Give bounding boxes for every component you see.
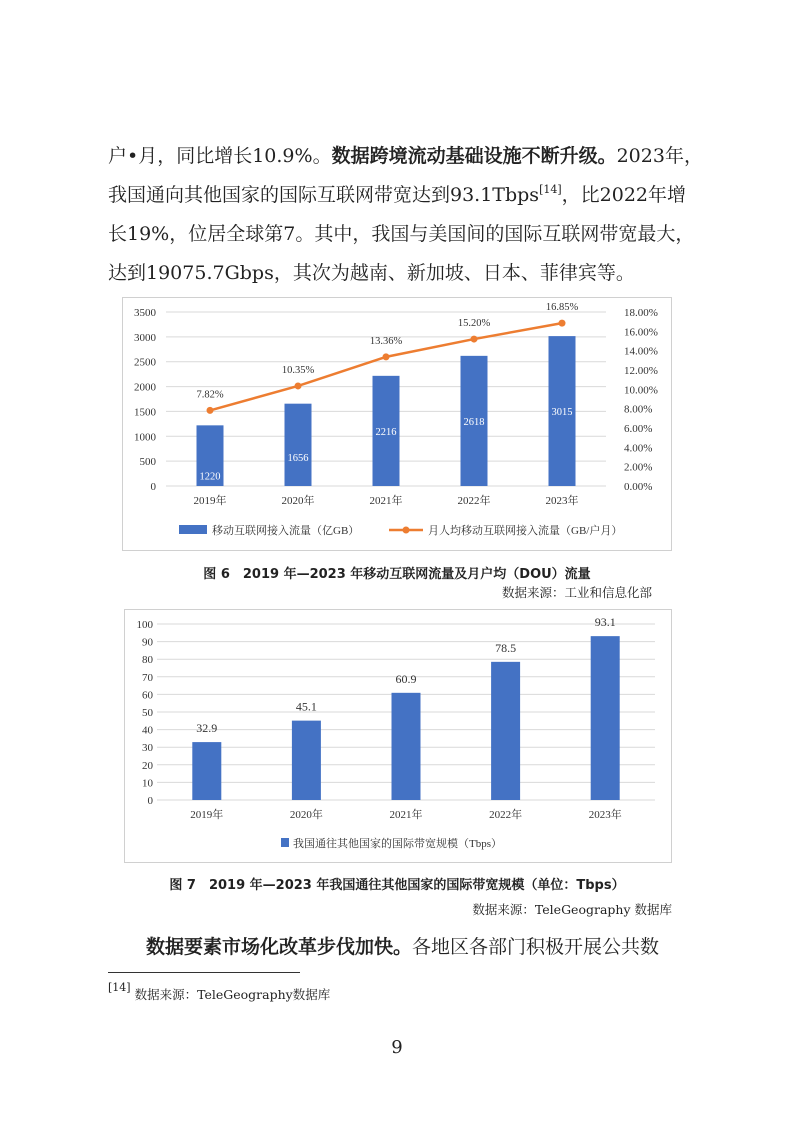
x-tick-label: 2022年 (489, 809, 523, 821)
bar-value-label: 60.9 (395, 671, 417, 686)
y-tick-label: 1000 (134, 431, 156, 444)
y2-tick-label: 16.00% (624, 326, 658, 339)
bar (591, 636, 620, 800)
legend-label: 月人均移动互联网接入流量（GB/户月） (428, 525, 623, 537)
y2-tick-label: 4.00% (624, 442, 653, 455)
figure6-chart (122, 297, 672, 551)
y-tick-label: 20 (142, 759, 153, 772)
bar-value-label: 1656 (287, 452, 309, 464)
body-paragraph (108, 137, 703, 293)
paragraph-line (108, 137, 703, 176)
bar-value-label: 78.5 (495, 640, 517, 655)
footnote-marker: [14] (108, 981, 131, 994)
y2-tick-label: 10.00% (624, 384, 658, 397)
y-tick-label: 80 (142, 654, 153, 667)
y2-tick-label: 18.00% (624, 307, 658, 319)
y-tick-label: 90 (142, 636, 153, 649)
y-tick-label: 30 (142, 742, 153, 755)
paragraph-line: 达到19075.7Gbps，其次为越南、新加坡、日本、菲律宾等。 (108, 262, 635, 284)
bar (292, 721, 321, 800)
bar-value-label: 2216 (375, 426, 397, 438)
line-value-label: 7.82% (196, 389, 224, 401)
bar (491, 662, 520, 800)
legend-label: 移动互联网接入流量（亿GB） (212, 525, 360, 537)
x-tick-label: 2019年 (193, 495, 227, 507)
line-point (383, 353, 390, 360)
figure7-caption: 图 7 2019 年—2023 年我国通往其他国家的国际带宽规模（单位：Tbps） (169, 878, 625, 893)
figure6-caption: 图 6 2019 年—2023 年移动互联网流量及月户均（DOU）流量 (203, 567, 591, 582)
legend-label: 我国通往其他国家的国际带宽规模（Tbps） (293, 838, 502, 850)
paragraph-line (108, 176, 686, 215)
y2-tick-label: 6.00% (624, 423, 653, 435)
bar-value-label: 93.1 (594, 615, 616, 630)
paragraph-line: 长19%，位居全球第7。其中，我国与美国间的国际互联网带宽最大， (108, 223, 695, 245)
text-run: 户•月，同比增长10.9%。 (108, 145, 332, 167)
bar-value-label: 2618 (463, 416, 485, 428)
x-tick-label: 2021年 (389, 809, 423, 821)
bar (285, 404, 312, 486)
x-tick-label: 2021年 (369, 495, 403, 507)
y-tick-label: 2000 (134, 381, 156, 394)
y-tick-label: 70 (142, 671, 153, 684)
line-point (295, 382, 302, 389)
text-run: 我国通向其他国家的国际互联网带宽达到93.1Tbps (108, 184, 540, 206)
bar (392, 693, 421, 800)
y-tick-label: 2500 (134, 356, 156, 369)
y-tick-label: 500 (139, 456, 156, 469)
bold-heading-run: 数据要素市场化改革步伐加快。 (146, 936, 413, 958)
bar-value-label: 32.9 (196, 721, 218, 736)
line-point (471, 336, 478, 343)
x-tick-label: 2022年 (457, 495, 491, 507)
y-tick-label: 10 (142, 777, 153, 790)
footnote-ref[interactable]: [14] (539, 183, 562, 196)
y2-tick-label: 12.00% (624, 365, 658, 377)
footnote (108, 981, 331, 1003)
y-tick-label: 3000 (134, 331, 156, 344)
y-tick-label: 0 (150, 481, 156, 493)
body-paragraph (108, 928, 686, 967)
y2-tick-label: 14.00% (624, 345, 658, 358)
figure7-svg (125, 610, 671, 862)
legend-bar-swatch (179, 525, 207, 534)
line-value-label: 16.85% (545, 302, 579, 314)
y-tick-label: 0 (147, 795, 153, 807)
bar-value-label: 1220 (199, 471, 221, 483)
line-point (207, 407, 214, 414)
figure7-chart (124, 609, 672, 863)
bar-value-label: 3015 (551, 407, 573, 419)
y-tick-label: 3500 (134, 307, 156, 319)
line-point (559, 320, 566, 327)
bar (192, 742, 221, 800)
x-tick-label: 2023年 (545, 495, 579, 507)
line-value-label: 15.20% (457, 318, 491, 330)
y-tick-label: 40 (142, 724, 153, 737)
y-tick-label: 50 (142, 707, 153, 719)
x-tick-label: 2019年 (190, 809, 224, 821)
line-value-label: 10.35% (281, 364, 315, 376)
y2-tick-label: 2.00% (624, 461, 653, 474)
bar-value-label: 45.1 (295, 699, 317, 714)
figure6-svg (123, 298, 671, 550)
legend-line-marker (403, 527, 410, 534)
x-tick-label: 2023年 (588, 809, 622, 821)
y-tick-label: 60 (142, 689, 153, 702)
y2-tick-label: 8.00% (624, 403, 653, 416)
line-value-label: 13.36% (369, 335, 403, 347)
footnote-text: 数据来源：TeleGeography数据库 (134, 987, 331, 1002)
x-tick-label: 2020年 (289, 809, 323, 821)
figure7-source: 数据来源：TeleGeography 数据库 (472, 902, 672, 917)
bold-heading-run: 数据跨境流动基础设施不断升级。 (331, 145, 617, 167)
figure6-source: 数据来源：工业和信息化部 (501, 585, 652, 600)
text-run: 2023年， (616, 145, 703, 167)
legend-bar-swatch (281, 838, 289, 847)
footnote-divider (108, 972, 300, 973)
y-tick-label: 1500 (134, 406, 156, 419)
y2-tick-label: 0.00% (624, 481, 653, 493)
x-tick-label: 2020年 (281, 495, 315, 507)
page-number: 9 (391, 1037, 403, 1058)
y-tick-label: 100 (136, 619, 153, 631)
text-run: 各地区各部门积极开展公共数 (412, 936, 660, 958)
paragraph-line (108, 928, 686, 967)
text-run: ，比2022年增 (561, 184, 687, 206)
